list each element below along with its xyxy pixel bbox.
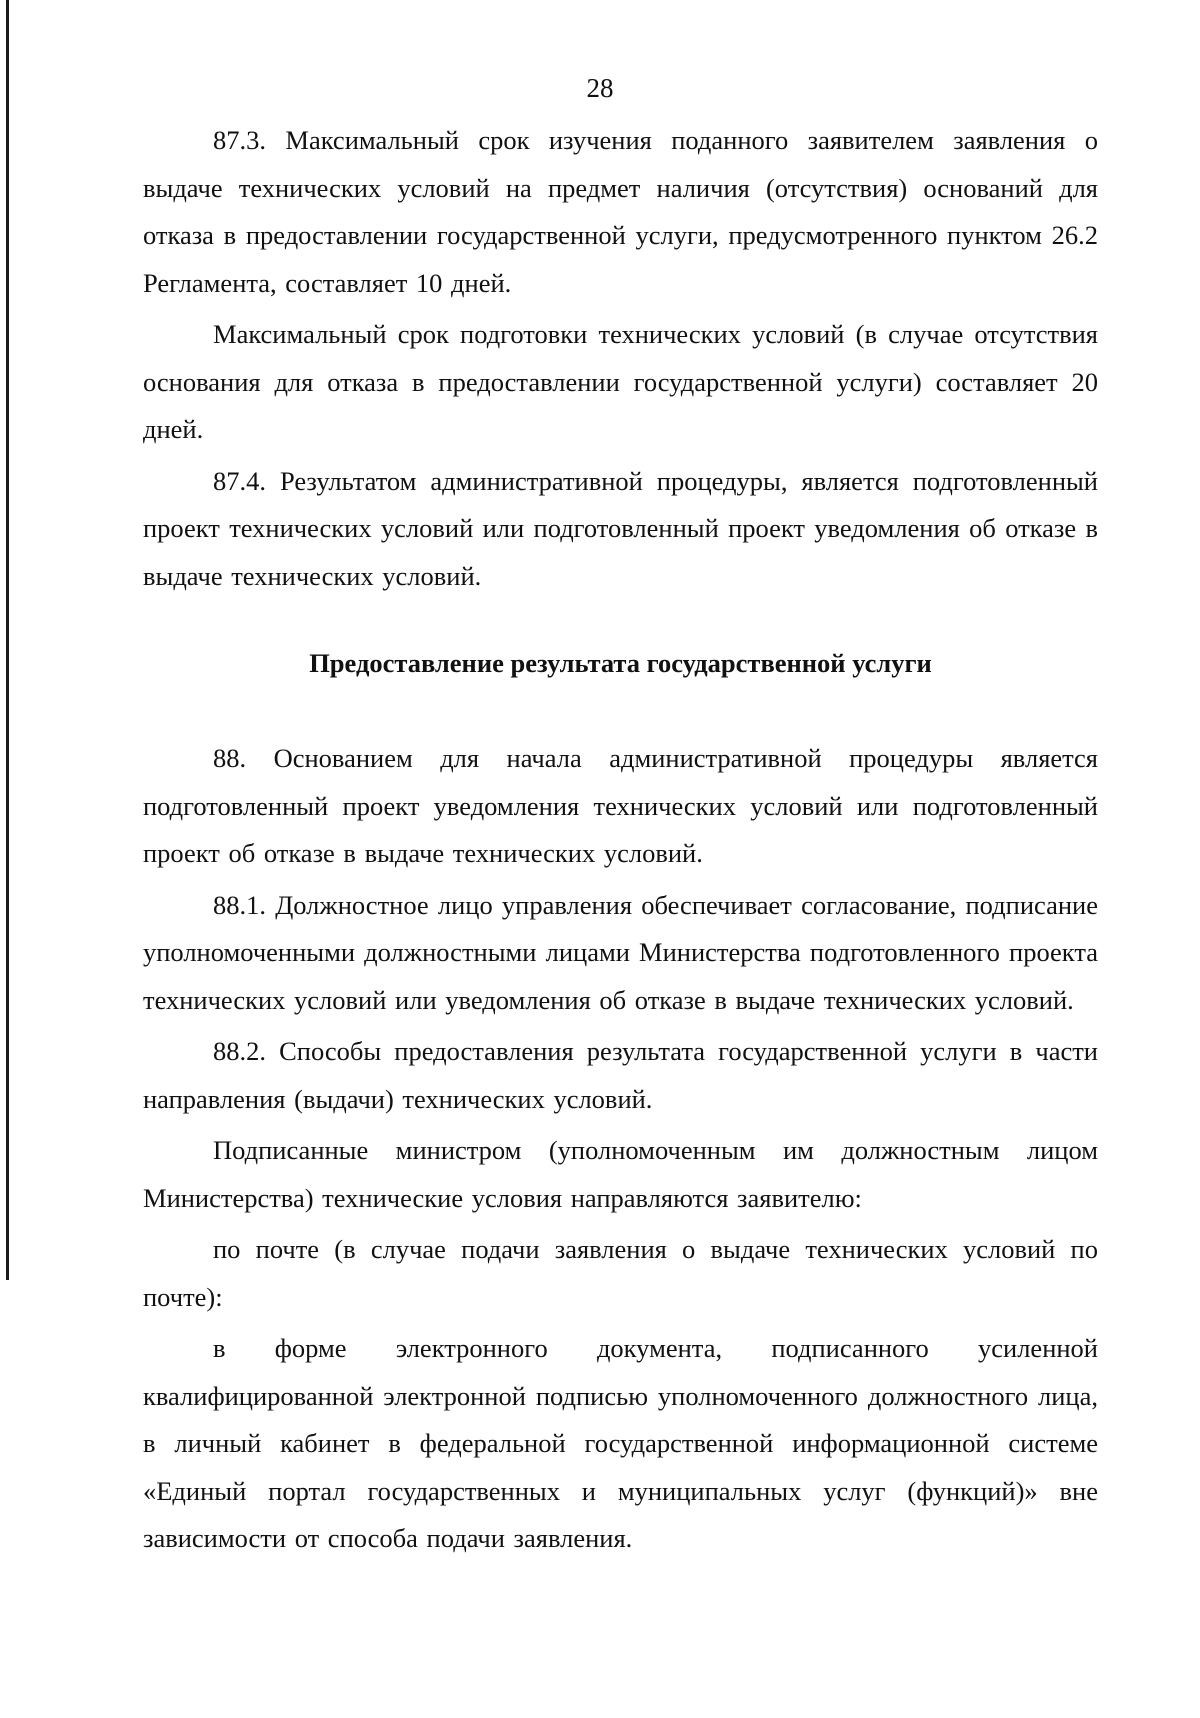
scan-edge-line: [6, 0, 9, 1280]
document-body: [143, 117, 1098, 1567]
paragraph-signed-conditions: Подписанные министром (уполномоченным им должностным лицом Министерства) технические условия направляются заявителю:: [143, 1135, 1098, 1213]
paragraph-electronic-form: в форме электронного документа, подписанного усиленной квалифицированной электронной подписью уполномоченного должностного лица, в личный кабинет в федеральной государственной информационной системе «Единый портал государственных и муниципальных услуг (функций)» вне зависимости от способа подачи заявления.: [143, 1333, 1098, 1553]
paragraph-88: 88. Основанием для начала административной процедуры является подготовленный проект уведомления технических условий или подготовленный проект об отказе в выдаче технических условий.: [143, 743, 1098, 868]
page-number: 28: [586, 73, 614, 103]
paragraph-by-mail: по почте (в случае подачи заявления о выдаче технических условий по почте):: [143, 1234, 1098, 1312]
paragraph-87-4: 87.4. Результатом административной процедуры, является подготовленный проект технических условий или подготовленный проект уведомления об отказе в выдаче технических условий.: [143, 465, 1098, 591]
paragraph-88-2: 88.2. Способы предоставления результата государственной услуги в части направления (выдачи) технических условий.: [143, 1036, 1098, 1114]
paragraph-max-preparation-term: Максимальный срок подготовки технических условий (в случае отсутствия основания для отказа в предоставлении государственной услуги) составляет 20 дней.: [143, 319, 1098, 444]
paragraph-87-3: 87.3. Максимальный срок изучения поданного заявителем заявления о выдаче технических условий на предмет наличия (отсутствия) оснований для отказа в предоставлении государственной услуги, предусмотренного пунктом 26.2 Регламента, составляет 10 дней.: [143, 125, 1098, 298]
paragraph-88-1: 88.1. Должностное лицо управления обеспечивает согласование, подписание уполномоченными должностными лицами Министерства подготовленного проекта технических условий или уведомления об отказе в выдаче технических условий.: [143, 889, 1098, 1015]
section-heading: Предоставление результата государственной услуги: [309, 648, 932, 678]
